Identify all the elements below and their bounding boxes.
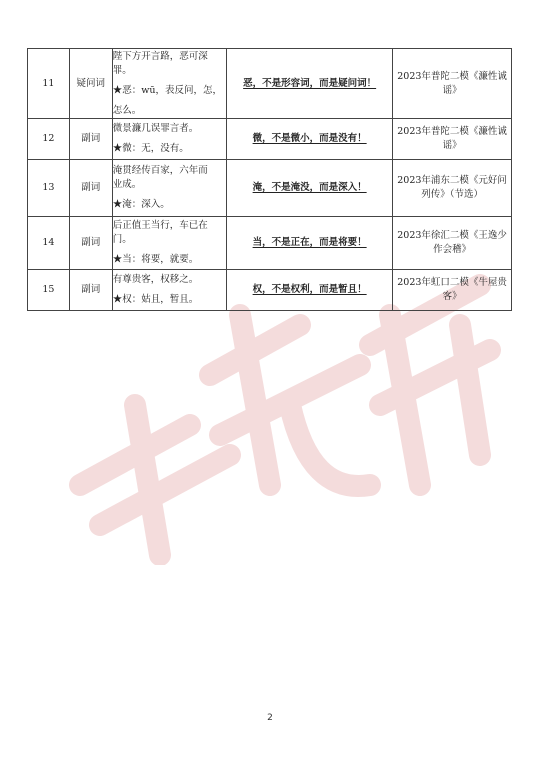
definition-note: ★恶：wū，表反问，怎， [112,84,222,96]
row-number: 14 [28,217,70,270]
page-number: 2 [267,713,273,723]
word-type: 副词 [69,160,112,217]
sentence-line: 有尊贵客，权移之。 [112,274,199,285]
vocabulary-table [27,48,512,311]
sentence-line: 罪。 [112,64,132,76]
key-point-text: 恶，不是形容词，而是疑问词！ [243,77,377,89]
definition-note: ★微：无，没有。 [112,143,189,154]
table-row [28,49,512,119]
table-row [28,119,512,160]
key-point [227,49,393,119]
table-row [28,160,512,217]
sentence-line: 后正值王当行，车已在 [112,220,208,231]
example-sentence [112,270,226,311]
key-point [227,160,393,217]
sentence-line: 陛下方开言路，恶可深 [112,50,208,62]
definition-note: ★淹：深入。 [112,199,170,210]
source: 2023年徐汇二模《王逸少作会稽》 [393,217,512,270]
word-type: 副词 [69,217,112,270]
definition-note-cont: 怎么。 [112,104,142,116]
definition-note: ★权：姑且，暂且。 [112,294,199,305]
row-number: 13 [28,160,70,217]
word-type: 疑问词 [69,49,112,119]
table-row [28,217,512,270]
sentence-line: 淹贯经传百家，六年而 [112,165,208,176]
row-number: 15 [28,270,70,311]
source: 2023年普陀二模《濂性诚谣》 [393,49,512,119]
example-sentence [112,160,226,217]
key-point [227,270,393,311]
key-point-text: 淹，不是淹没，而是深入！ [252,182,367,193]
sentence-line: 业成。 [112,179,142,190]
key-point-text: 当，不是正在，而是将要！ [252,237,367,248]
sentence-line: 门。 [112,234,132,245]
source: 2023年浦东二模《元好问列传》（节选） [393,160,512,217]
word-type: 副词 [69,270,112,311]
example-sentence [112,217,226,270]
key-point [227,119,393,160]
row-number: 12 [28,119,70,160]
source: 2023年虹口二模《牛屋贵客》 [393,270,512,311]
example-sentence [112,49,226,119]
table-row [28,270,512,311]
key-point-text: 微，不是微小，而是没有！ [252,133,367,144]
key-point-text: 权，不是权利，而是暂且！ [252,284,367,295]
definition-note: ★当：将要，就要。 [112,254,199,265]
key-point [227,217,393,270]
word-type: 副词 [69,119,112,160]
example-sentence [112,119,226,160]
row-number: 11 [28,49,70,119]
sentence-line: 微景濂几误罪言者。 [112,123,199,134]
source: 2023年普陀二模《濂性诚谣》 [393,119,512,160]
